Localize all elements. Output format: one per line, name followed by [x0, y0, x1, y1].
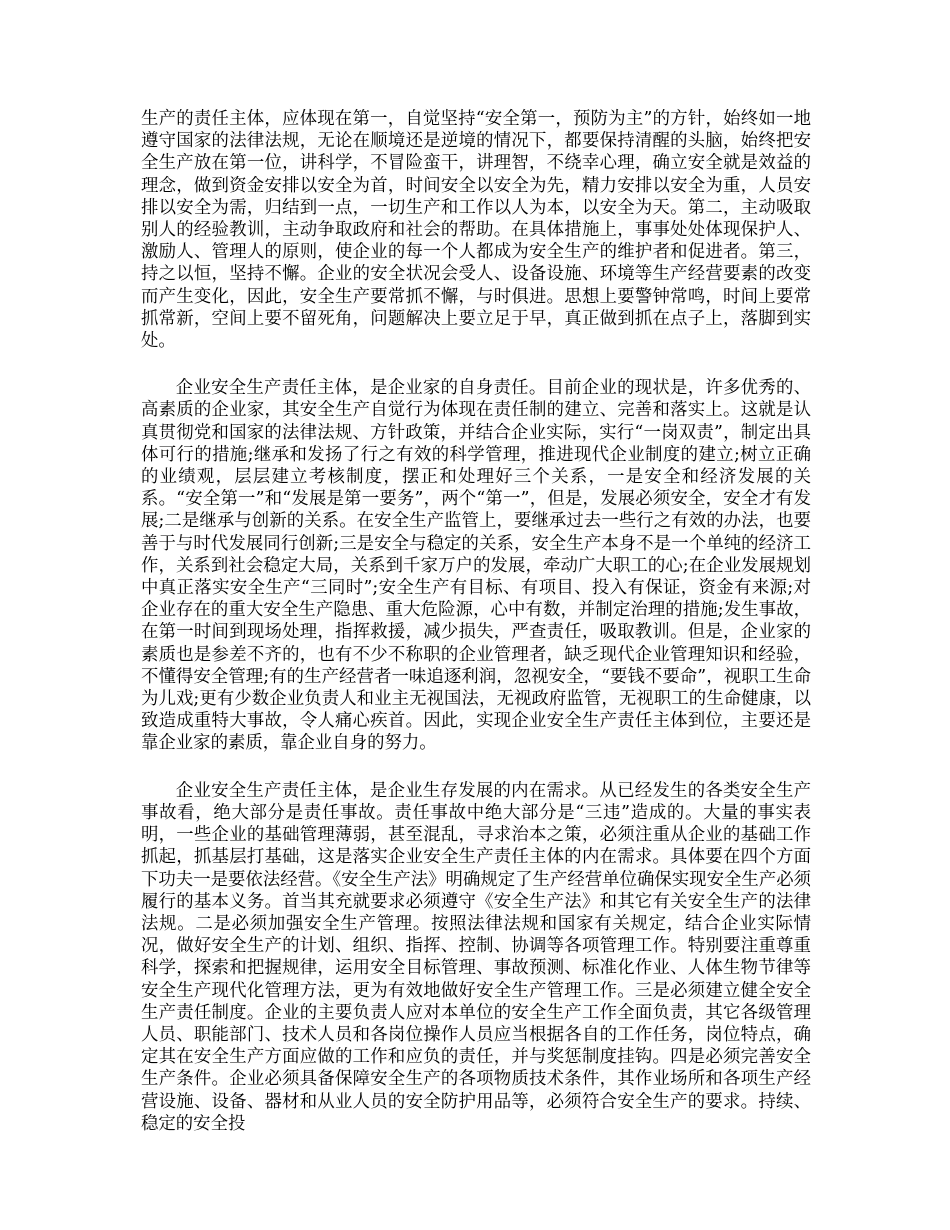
- document-page: [141, 108, 811, 1160]
- paragraph-1: 生产的责任主体，应体现在第一，自觉坚持“安全第一，预防为主”的方针，始终如一地遵守国家的法律法规，无论在顺境还是逆境的情况下，都要保持清醒的头脑，始终把安全生产放在第一位，讲科学，不冒险蛮干，讲理智，不绕幸心理，确立安全就是效益的理念，做到资金安排以安全为首，时间安全以安全为先，精力安排以安全为重，人员安排以安全为需，归结到一点，一切生产和工作以人为本，以安全为天。第二，主动吸取别人的经验教训，主动争取政府和社会的帮助。在具体措施上，事事处处体现保护人、激励人、管理人的原则，使企业的每一个人都成为安全生产的维护者和促进者。第三，持之以恒，坚持不懈。企业的安全状况会受人、设备设施、环境等生产经营要素的改变而产生变化，因此，安全生产要常抓不懈，与时俱进。思想上要警钟常鸣，时间上要常抓常新，空间上要不留死角，问题解决上要立足于早，真正做到抓在点子上，落脚到实处。: [141, 109, 811, 352]
- paragraph-3: 企业安全生产责任主体，是企业生存发展的内在需求。从已经发生的各类安全生产事故看，绝大部分是责任事故。责任事故中绝大部分是“三违”造成的。大量的事实表明，一些企业的基础管理薄弱，甚至混乱，寻求治本之策，必须注重从企业的基础工作抓起，抓基层打基础，这是落实企业安全生产责任主体的内在需求。具体要在四个方面下功夫一是要依法经营。《安全生产法》明确规定了生产经营单位确保实现安全生产必须履行的基本义务。首当其充就要求必须遵守《安全生产法》和其它有关安全生产的法律法规。二是必须加强安全生产管理。按照法律法规和国家有关规定，结合企业实际情况，做好安全生产的计划、组织、指挥、控制、协调等各项管理工作。特别要注重尊重科学，探索和把握规律，运用安全目标管理、事故预测、标准化作业、人体生物节律等安全生产现代化管理方法，更为有效地做好安全生产管理工作。三是必须建立健全安全生产责任制度。企业的主要负责人应对本单位的安全生产工作全面负责，其它各级管理人员、职能部门、技术人员和各岗位操作人员应当根据各自的工作任务，岗位特点，确定其在安全生产方面应做的工作和应负的责任，并与奖惩制度挂钩。四是必须完善安全生产条件。企业必须具备保障安全生产的各项物质技术条件，其作业场所和各项生产经营设施、设备、器材和从业人员的安全防护用品等，必须符合安全生产的要求。持续、稳定的安全投: [141, 780, 811, 1134]
- paragraph-2: 企业安全生产责任主体，是企业家的自身责任。目前企业的现状是，许多优秀的、高素质的企业家，其安全生产自觉行为体现在责任制的建立、完善和落实上。这就是认真贯彻党和国家的法律法规、方针政策，并结合企业实际，实行“一岗双责”，制定出具体可行的措施;继承和发扬了行之有效的科学管理，推进现代企业制度的建立;树立正确的业绩观，层层建立考核制度，摆正和处理好三个关系，一是安全和经济发展的关系。“安全第一”和“发展是第一要务”，两个“第一”，但是，发展必须安全，安全才有发展;二是继承与创新的关系。在安全生产监管上，要继承过去一些行之有效的办法，也要善于与时代发展同行创新;三是安全与稳定的关系，安全生产本身不是一个单纯的经济工作，关系到社会稳定大局，关系到千家万户的发展，牵动广大职工的心;在企业发展规划中真正落实安全生产“三同时”;安全生产有目标、有项目、投入有保证，资金有来源;对企业存在的重大安全生产隐患、重大危险源，心中有数，并制定治理的措施;发生事故，在第一时间到现场处理，指挥救援，减少损失，严查责任，吸取教训。但是，企业家的素质也是参差不齐的，也有不少不称职的企业管理者，缺乏现代企业管理知识和经验，不懂得安全管理;有的生产经营者一味追逐利润，忽视安全，“要钱不要命”，视职工生命为儿戏;更有少数企业负责人和业主无视国法，无视政府监管，无视职工的生命健康，以致造成重特大事故，令人痛心疾首。因此，实现企业安全生产责任主体到位，主要还是靠企业家的素质，靠企业自身的努力。: [141, 378, 811, 754]
